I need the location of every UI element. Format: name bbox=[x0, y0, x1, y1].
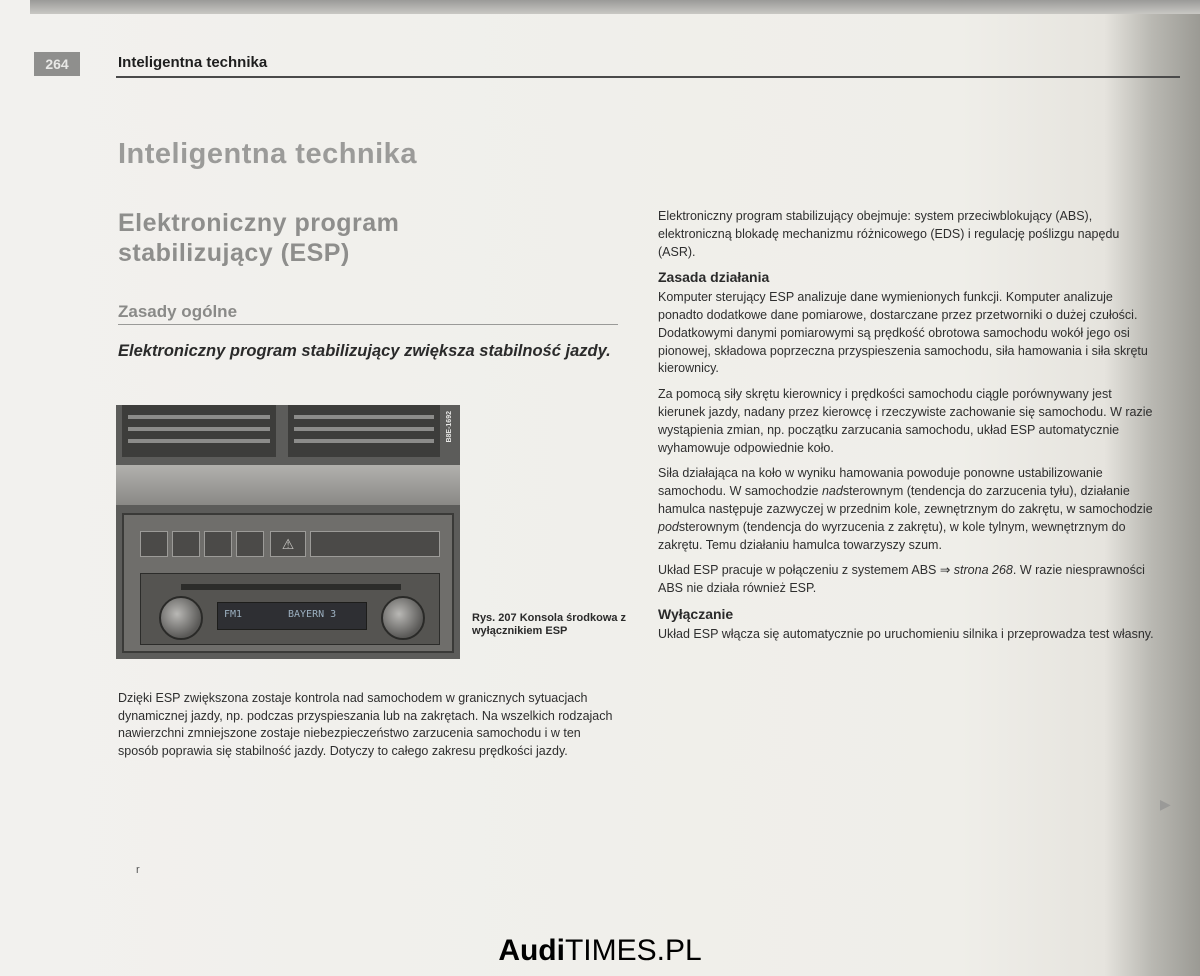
running-header bbox=[30, 50, 1180, 78]
principle-paragraph-2: Za pomocą siły skrętu kierownicy i prędkości samochodu ciągle porównywany jest kierunek jazdy, nadany przez kierowcę i rzeczywiste zachowanie się samochodu. W razie wystąpienia zmian, np. początku zarzucania samochodu, układ ESP automatycznie wyhamowuje odpowiednie koło. bbox=[658, 387, 1153, 455]
stray-mark: r bbox=[136, 864, 140, 876]
header-rule bbox=[116, 76, 1180, 78]
radio-display bbox=[217, 602, 367, 630]
principle-paragraph-1: Komputer sterujący ESP analizuje dane wymienionych funkcji. Komputer analizuje ponadto dodatkowe dane pomiarowe, dostarczane przez przetworniki o dużej czułości. Dodatkowymi danymi pomiarowymi są prędkość obrotowa samochodu wokół jego osi pionowej, składowa poprzeczna przyspieszenia samochodu, siła hamowania i siła skrętu kierownicy. bbox=[658, 290, 1148, 376]
console-blank-panel bbox=[310, 531, 440, 557]
chapter-title: Inteligentna technika bbox=[118, 138, 417, 170]
radio-unit bbox=[140, 573, 440, 645]
right-column bbox=[658, 208, 1156, 652]
figure-caption: Rys. 207 Konsola środkowa z wyłącznikiem ESP bbox=[472, 612, 627, 637]
tuning-knob bbox=[381, 596, 425, 640]
subsection-rule bbox=[118, 324, 618, 325]
principle-paragraph-3: Siła działająca na koło w wyniku hamowania powoduje ponowne ustabilizowanie samochodu. W samochodzie nadsterownym (tendencja do zarzucenia tyłu), działanie hamulca następuje zazwyczej w przednim kole, zewnętrznym do zakrętu, w samochodzie podsterownym (tendencja do wyrzucenia z zakrętu), w kole tylnym, wewnętrznym do zakrętu. Temu działaniu hamulca towarzyszy szum. bbox=[658, 466, 1153, 552]
center-console-figure bbox=[116, 405, 460, 659]
abs-paragraph: Układ ESP pracuje w połączeniu z systemem ABS ⇒ strona 268. W razie niesprawności ABS nie działa również ESP. bbox=[658, 563, 1145, 596]
continue-arrow-icon: ▶ bbox=[1160, 796, 1171, 812]
lead-paragraph: Elektroniczny program stabilizujący zwiększa stabilność jazdy. bbox=[118, 342, 611, 360]
console-panel bbox=[122, 513, 454, 653]
subsection-title: Zasady ogólne bbox=[118, 302, 238, 321]
air-vent-left bbox=[122, 405, 276, 457]
display-band: FM1 bbox=[224, 609, 243, 620]
dashboard-panel bbox=[116, 465, 460, 505]
hazard-warning-icon: ⚠ bbox=[270, 531, 306, 557]
cd-slot bbox=[181, 584, 401, 590]
left-body-text: Dzięki ESP zwiększona zostaje kontrola nad samochodem w granicznych sytuacjach dynamicznej jazdy, np. podczas przyspieszania lub na zakrętach. Na wszelkich rodzajach nawierzchni zmniejszone zostaje niebezpieczeństwo zarzucenia samochodu i w ten sposób poprawia się stabilność jazdy. Dotyczy to całego zakresu prędkości jazdy. bbox=[118, 691, 613, 759]
console-switch bbox=[204, 531, 232, 557]
air-vent-right bbox=[288, 405, 440, 457]
switching-off-heading: Wyłączanie bbox=[658, 605, 734, 622]
volume-knob bbox=[159, 596, 203, 640]
section-title: Elektroniczny program stabilizujący (ESP) bbox=[118, 209, 400, 267]
page-reference-link: strona 268 bbox=[953, 563, 1013, 578]
intro-paragraph: Elektroniczny program stabilizujący obejmuje: system przeciwblokujący (ABS), elektroniczną blokadę mechanizmu różnicowego (EDS) i regulację poślizgu napędu (ASR). bbox=[658, 209, 1120, 259]
esp-switch bbox=[140, 531, 168, 557]
console-switch bbox=[172, 531, 200, 557]
switch-row bbox=[140, 531, 440, 559]
console-switch bbox=[236, 531, 264, 557]
scan-top-edge bbox=[30, 0, 1200, 14]
page-number: 264 bbox=[34, 52, 80, 76]
switching-off-paragraph: Układ ESP włącza się automatycznie po uruchomieniu silnika i przeprowadza test własny. bbox=[658, 626, 1154, 641]
watermark-logo: AudiTIMES.PL bbox=[498, 934, 702, 967]
figure-code: B8E-1692 bbox=[446, 411, 453, 443]
running-header-title: Inteligentna technika bbox=[118, 54, 268, 71]
principle-heading: Zasada działania bbox=[658, 269, 770, 286]
display-station: BAYERN 3 bbox=[288, 609, 337, 620]
